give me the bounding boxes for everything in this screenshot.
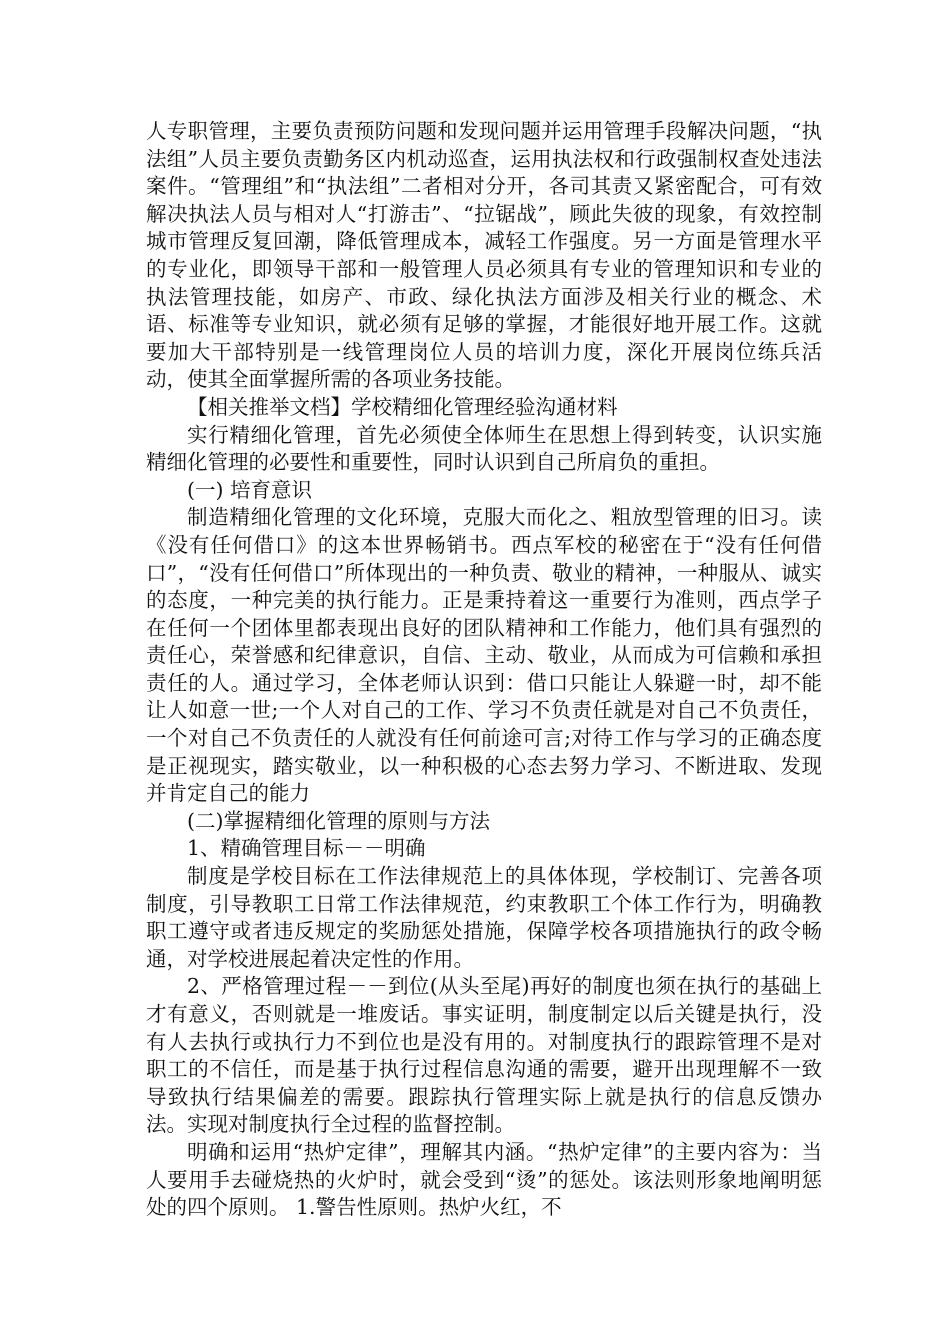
body-paragraph: 实行精细化管理，首先必须使全体师生在思想上得到转变，认识实施精细化管理的必要性和重要性，同时认识到自己所肩负的重担。 (146, 422, 822, 475)
body-paragraph: 制度是学校目标在工作法律规范上的具体体现，学校制订、完善各项制度，引导教职工日常工作法律规范，约束教职工个体工作行为，明确教职工遵守或者违反规定的奖励惩处措施，保障学校各项措施执行的政令畅通，对学校进展起着决定性的作用。 (146, 864, 822, 971)
body-paragraph: 人专职管理，主要负责预防问题和发现问题并运用管理手段解决问题，“执法组”人员主要负责勤务区内机动巡查，运用执法权和行政强制权查处违法案件。“管理组”和“执法组”二者相对分开，各司其责又紧密配合，可有效解决执法人员与相对人“打游击”、“拉锯战”，顾此失彼的现象，有效控制城市管理反复回潮，降低管理成本，减轻工作强度。另一方面是管理水平的专业化，即领导干部和一般管理人员必须具有专业的管理知识和专业的执法管理技能，如房产、市政、绿化执法方面涉及相关行业的概念、术语、标准等专业知识，就必须有足够的掌握，才能很好地开展工作。这就要加大干部特别是一线管理岗位人员的培训力度，深化开展岗位练兵活动，使其全面掌握所需的各项业务技能。 (146, 119, 822, 392)
body-paragraph: 2、严格管理过程－－到位(从头至尾)再好的制度也须在执行的基础上才有意义，否则就是一堆废话。事实证明，制度制定以后关键是执行，没有人去执行或执行力不到位也是没有用的。对制度执行的跟踪管理不是对职工的不信任，而是基于执行过程信息沟通的需要，避开出现理解不一致导致执行结果偏差的需要。跟踪执行管理实际上就是执行的信息反馈办法。实现对制度执行全过程的监督控制。 (146, 974, 822, 1137)
body-paragraph: 制造精细化管理的文化环境，克服大而化之、粗放型管理的旧习。读《没有任何借口》的这本世界畅销书。西点军校的秘密在于“没有任何借口”，“没有任何借口”所体现出的一种负责、敬业的精神，一种服从、诚实的态度，一种完美的执行能力。正是秉持着这一重要行为准则，西点学子在任何一个团体里都表现出良好的团队精神和工作能力，他们具有强烈的责任心，荣誉感和纪律意识，自信、主动、敬业，从而成为可信赖和承担责任的人。通过学习，全体老师认识到：借口只能让人躲避一时，却不能让人如意一世;一个人对自己的工作、学习不负责任就是对自己不负责任，一个对自己不负责任的人就没有任何前途可言;对待工作与学习的正确态度是正视现实，踏实敬业，以一种积极的心态去努力学习、不断进取、发现并肯定自己的能力 (146, 505, 822, 806)
body-paragraph: 明确和运用“热炉定律”，理解其内涵。“热炉定律”的主要内容为：当人要用手去碰烧热的火炉时，就会受到“烫”的惩处。该法则形象地阐明惩处的四个原则。 1.警告性原则。热炉火红，不 (146, 1139, 822, 1220)
section-heading: (一) 培育意识 (187, 477, 313, 502)
subsection-heading: 1、精确管理目标－－明确 (187, 836, 426, 861)
document-body (146, 118, 822, 1222)
related-document-heading: 【相关推举文档】学校精细化管理经验沟通材料 (187, 394, 618, 419)
section-heading: (二)掌握精细化管理的原则与方法 (187, 808, 490, 833)
